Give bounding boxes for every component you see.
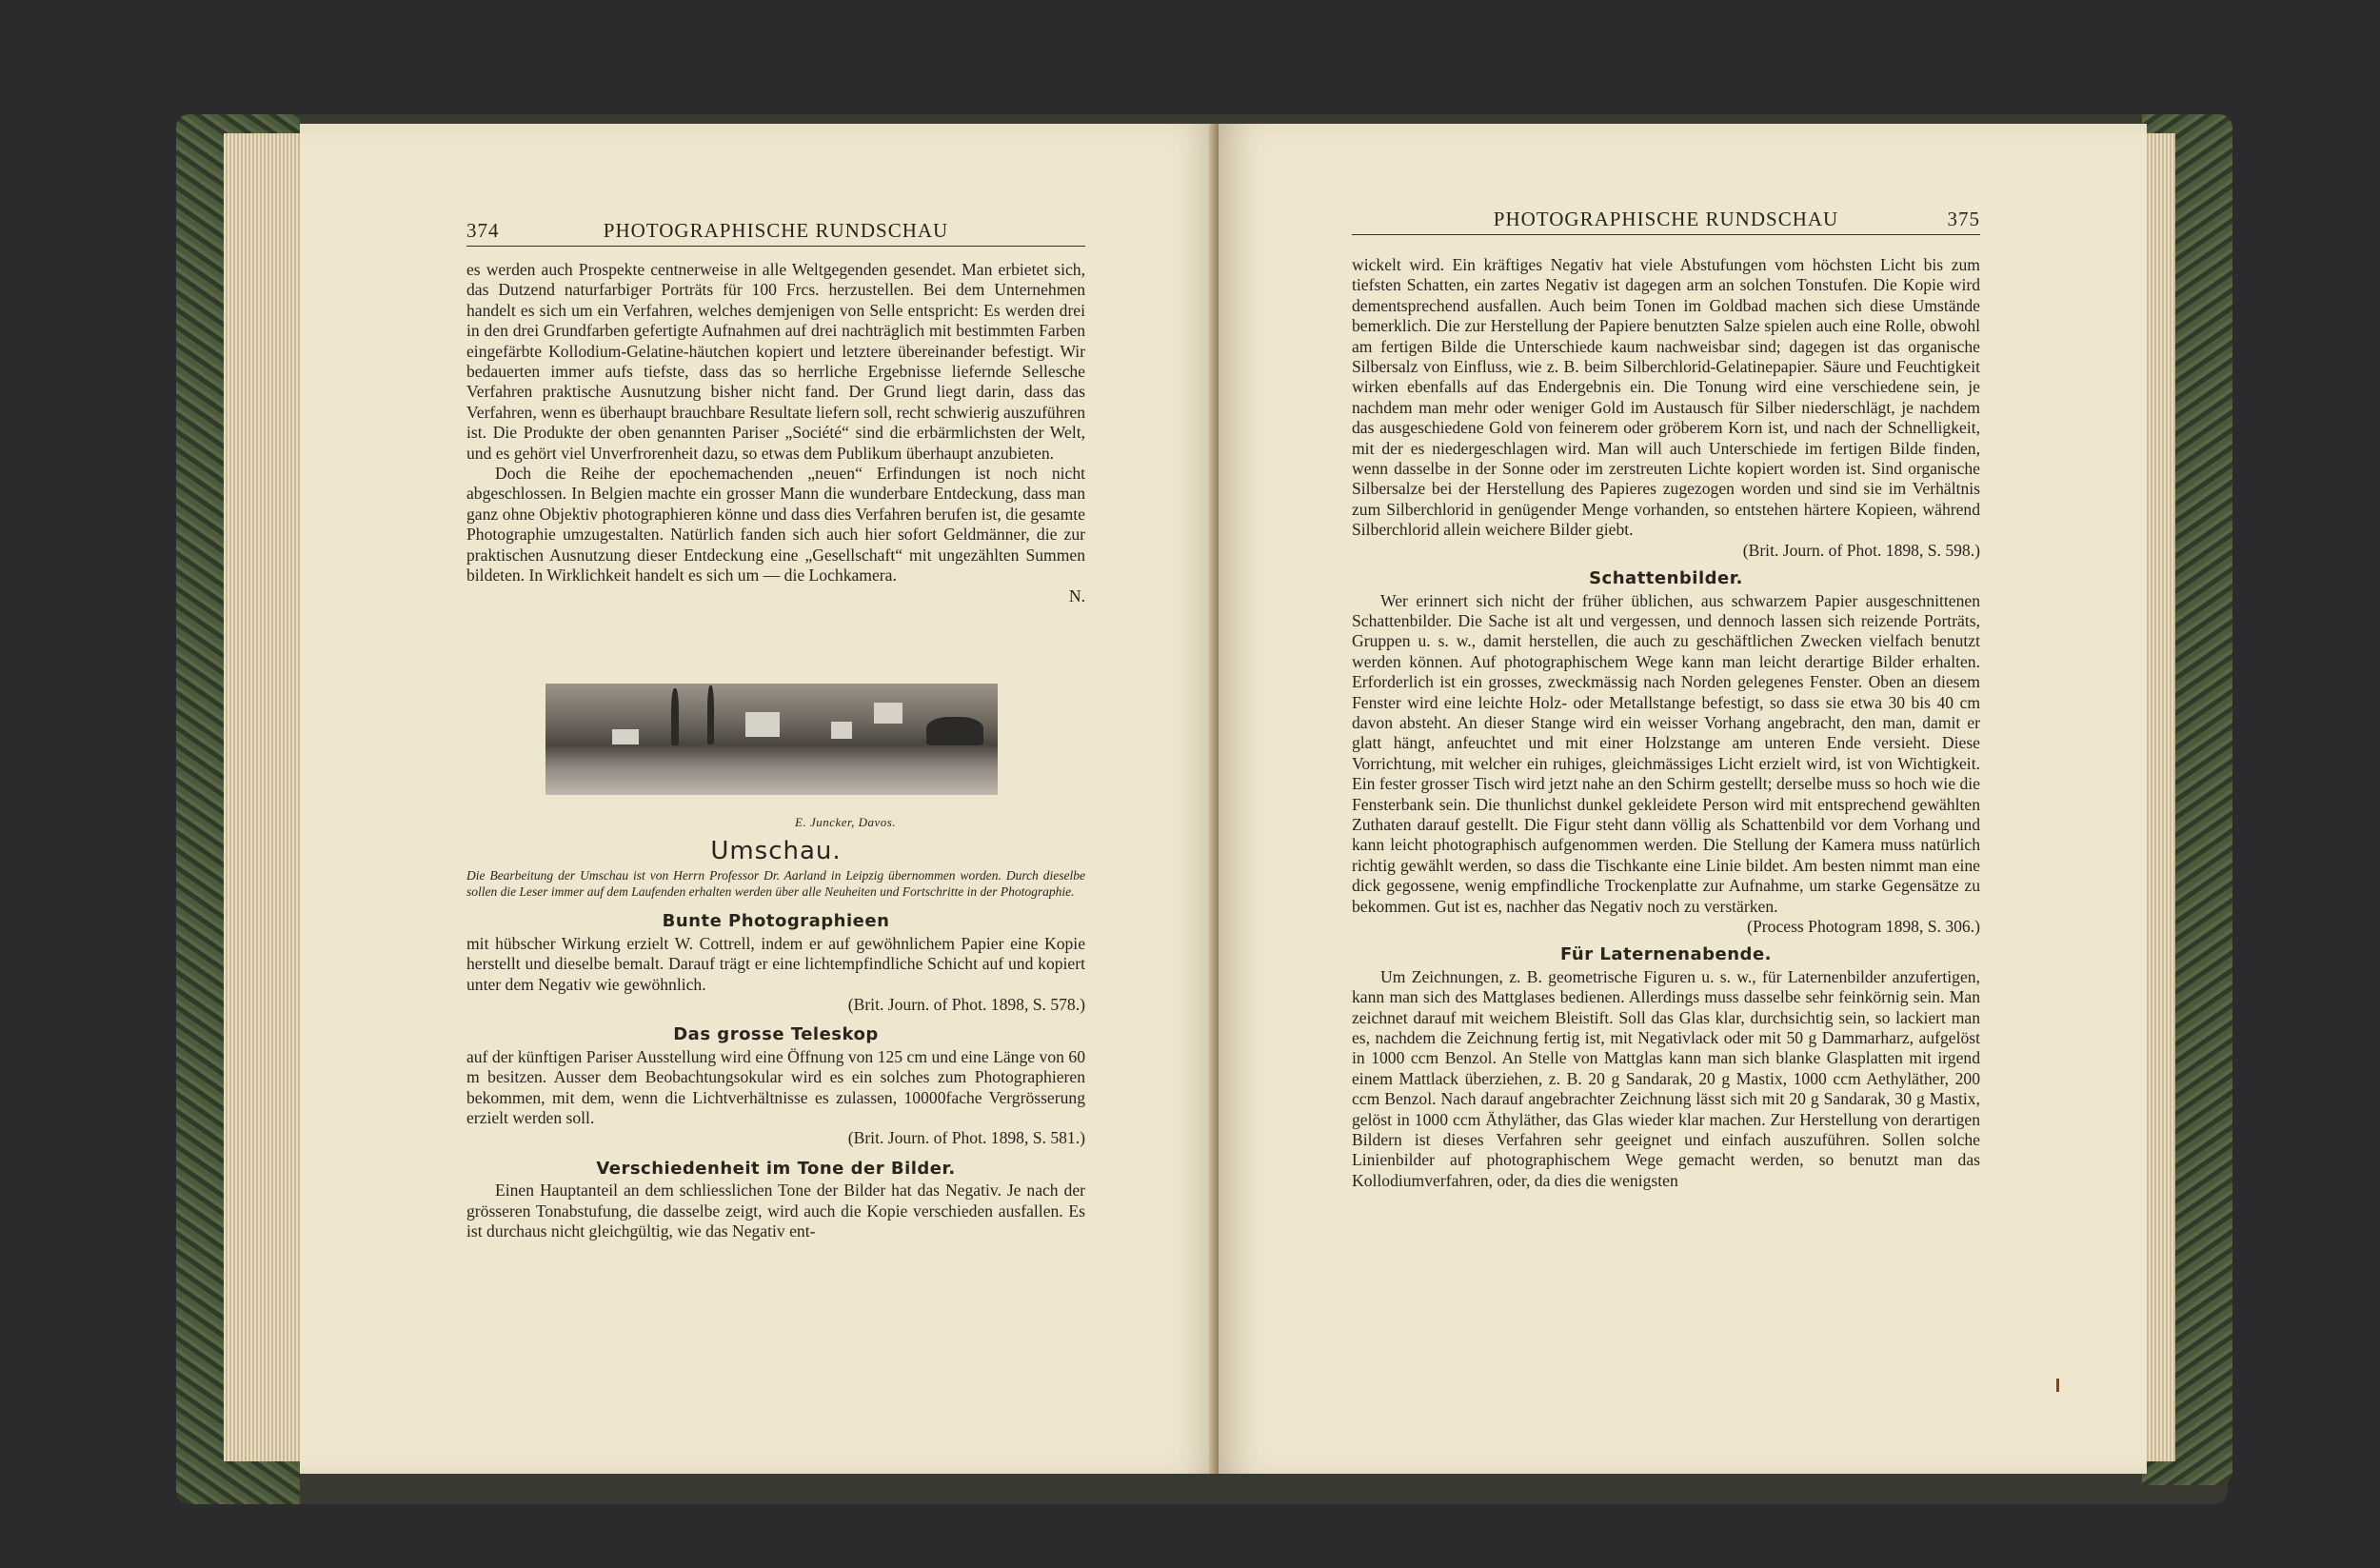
left-page-number: 374 (466, 219, 500, 242)
section-note: Die Bearbeitung der Umschau ist von Herrn Professor Dr. Aarland in Leipzig übernommen worden. Durch dieselbe sollen die Leser immer auf dem Laufenden erhalten werden über alle Neuheiten und Fortschritte in der Photographie. (466, 868, 1085, 900)
article-source: (Brit. Journ. of Phot. 1898, S. 578.) (847, 995, 1085, 1015)
right-running-header (1352, 208, 1980, 235)
right-running-head: PHOTOGRAPHISCHE RUNDSCHAU (1493, 208, 1839, 230)
intro-paragraph: es werden auch Prospekte centnerweise in alle Weltgegenden gesendet. Man erbietet sich, das Dutzend naturfarbiger Porträts für 100 Frcs. herzustellen. Bei dem Unternehmen handelt es sich um ein Verfahren, welches demjenigen von Selle entspricht: Es werden drei in den drei Grundfarben gefertigte Aufnahmen auf drei nachträglich mit bestimmten Farben eingefärbte Kollodium-Gelatine-häutchen kopiert und letztere übereinander befestigt. Wir bedauerten immer aufs tiefste, dass das so herrliche Ergebnisse liefernde Sellesche Verfahren praktische Ausnutzung bisher nicht fand. Der Grund liegt darin, dass das Verfahren, wenn es überhaupt brauchbare Resultate liefern soll, recht schwierig auszuführen ist. Die Produkte der oben genannten Pariser „Société“ sind die erbärmlichsten der Welt, und es gehört viel Unverfrorenheit dazu, so etwas dem Publikum überhaupt anzubieten. (466, 260, 1085, 463)
page-edges-left (224, 133, 309, 1461)
article-body: mit hübscher Wirkung erzielt W. Cottrell, indem er auf gewöhnlichem Papier eine Kopie herstellt und dieselbe bemalt. Darauf trägt er eine lichtempfindliche Schicht auf und kopiert unter dem Negativ wie gewöhnlich. (466, 933, 1085, 994)
article-source: (Process Photogram 1898, S. 306.) (1747, 917, 1980, 936)
left-intro-text (466, 260, 1085, 606)
intro-paragraph: Doch die Reihe der epochemachenden „neuen“ Erfindungen ist noch nicht abgeschlossen. In Belgien machte ein grosser Mann die wunderbare Entdeckung, dass man ganz ohne Objektiv photographieren könne und dass dies Verfahren berufen ist, die gesamte Photographie umzugestalten. Natürlich fanden sich auch hier sofort Geldmänner, die zur praktischen Ausnutzung dieser Entdeckung eine „Gesellschaft“ mit ungezählten Summen bildeten. In Wirklichkeit handelt es sich um — die Lochkamera. (466, 464, 1085, 586)
article-title: Schattenbilder. (1589, 568, 1743, 589)
article-source: (Brit. Journ. of Phot. 1898, S. 581.) (847, 1128, 1085, 1148)
right-page (1219, 124, 2147, 1474)
continuation-text: wickelt wird. Ein kräftiges Negativ hat viele Abstufungen vom höchsten Licht bis zum tiefsten Schatten, ein zartes Negativ ist dagegen arm an solchen Tonstufen. Die Kopie wird dementsprechend ausfallen. Auch beim Tonen im Goldbad machen sich diese Umstände bemerklich. Die zur Herstellung der Papiere benutzten Salze spielen auch eine Rolle, obwohl am fertigen Bilde die Unterschiede kaum nachweisbar sind; dagegen ist das organische Silbersalz von Einfluss, wie z. B. beim Silberchlorid-Gelatinepapier. Säure und Feuchtigkeit wirken ebenfalls auf das Endergebnis ein. Die Tonung wird eine verschiedene sein, je nachdem man mehr oder weniger Gold im Austausch für Silber niederschlägt, je nachdem das ausgeschiedene Gold von feinerem oder gröberem Korn ist, und nach der Schnelligkeit, mit der es niedergeschlagen wird. Man will auch Unterschiede im fertigen Bilde finden, wenn dasselbe in der Sonne oder im zerstreuten Lichte kopiert worden ist. Sind organische Silbersalze bei der Herstellung des Papieres zugezogen worden und sind sie im Verhältnis zum Silberchlorid in genügender Menge vorhanden, so entstehen härtere Kopieen, während Silberchlorid allein weichere Bilder giebt. (1352, 255, 1980, 540)
landscape-photo (545, 684, 998, 795)
article-body: auf der künftigen Pariser Ausstellung wird eine Öffnung von 125 cm und eine Länge von 60 m besitzen. Ausser dem Beobachtungsokular wird es ein solches zum Photographieren bekommen, mit dem, wenn die Lichtverhältnisse es zulassen, 10000fache Vergrösserung erzielt werden soll. (466, 1046, 1085, 1128)
article-title: Für Laternenabende. (1560, 944, 1772, 965)
left-running-head: PHOTOGRAPHISCHE RUNDSCHAU (603, 219, 949, 242)
article-title: Bunte Photographieen (662, 911, 890, 932)
article-title: Das grosse Teleskop (673, 1024, 879, 1045)
left-running-header (466, 219, 1085, 247)
right-text (1352, 255, 1980, 1191)
right-page-number: 375 (1947, 208, 1980, 230)
section-title: Umschau. (710, 837, 842, 865)
article-body: Wer erinnert sich nicht der früher üblichen, aus schwarzem Papier ausgeschnittenen Schattenbilder. Die Sache ist alt und vergessen, und dennoch lassen sich reizende Porträts, Gruppen u. s. w., damit herstellen, die auch zu geschäftlichen Zwecken vielfach benutzt werden können. Auf photographischem Wege kann man leicht derartige Bilder erhalten. Erforderlich ist ein grosses, zweckmässig nach Norden gelegenes Fenster. Oben an diesem Fenster wird eine leichte Holz- oder Metallstange befestigt, so dass sie etwa 30 bis 40 cm davon absteht. An dieser Stange wird ein weisser Vorhang angebracht, den man, damit er glatt hängt, anfeuchtet und mit einer Holzstange am unteren Ende versieht. Diese Vorrichtung, mit welcher ein ruhiges, gleichmässiges Licht erzielt wird, ist von Wichtigkeit. Ein fester grosser Tisch wird jetzt nahe an den Schirm gestellt; derselbe muss so hoch wie die Fensterbank sein. Die thunlichst dunkel gekleidete Person wird mit entsprechend gewählten Zuthaten darauf gestellt. Die Figur steht dann völlig als Schattenbild vor dem Vorhang und kann leicht photographisch aufgenommen werden. Die Stellung der Kamera muss natürlich richtig gewählt werden, so dass die Tischkante eine Linie bildet. Am besten nimmt man eine dick gegossene, wenig empfindliche Trockenplatte zur Aufnahme, um starke Gegensätze zu bekommen. Gut ist es, nachher das Negativ noch zu verstärken. (1352, 590, 1980, 916)
ink-mark (2056, 1379, 2059, 1392)
article-source: (Brit. Journ. of Phot. 1898, S. 598.) (1742, 540, 1980, 560)
photo-credit: E. Juncker, Davos. (795, 815, 897, 829)
umschau-section (466, 836, 1085, 1242)
article-body: Um Zeichnungen, z. B. geometrische Figuren u. s. w., für Laternenbilder anzufertigen, kann man sich des Mattglases bedienen. Allerdings muss dasselbe sehr feinkörnig sein. Man zeichnet darauf mit weichem Bleistift. Soll das Glas klar, durchsichtig sein, so lackiert man es, nachdem die Zeichnung fertig ist, mit Negativlack oder mit 50 g Dammarharz, aufgelöst in 1000 ccm Benzol. An Stelle von Mattglas kann man sich blanke Glasplatten mit irgend einem Mattlack überziehen, z. B. 20 g Sandarak, 20 g Mastix, 1000 ccm Aethyläther, 200 ccm Benzol. Nach darauf angebrachter Zeichnung lässt sich mit 20 g Sandarak, 30 g Mastix, gelöst in 1000 ccm Äthyläther, das Glas wieder klar machen. Zur Herstellung von derartigen Bildern ist dieses Verfahren sehr geeignet und einfach auszuführen. Sollen solche Linienbilder auf photographischem Wege gemacht werden, so benutzt man das Kollodiumverfahren, oder, da dies die wenigsten (1352, 966, 1980, 1190)
article-body: Einen Hauptanteil an dem schliesslichen Tone der Bilder hat das Negativ. Je nach der grösseren Tonabstufung, die dasselbe zeigt, wird auch die Kopie verschieden ausfallen. Es ist durchaus nicht gleichgültig, wie das Negativ ent- (466, 1181, 1085, 1241)
left-page (300, 124, 1219, 1474)
signature: N. (1068, 586, 1085, 605)
article-title: Verschiedenheit im Tone der Bilder. (596, 1158, 956, 1179)
